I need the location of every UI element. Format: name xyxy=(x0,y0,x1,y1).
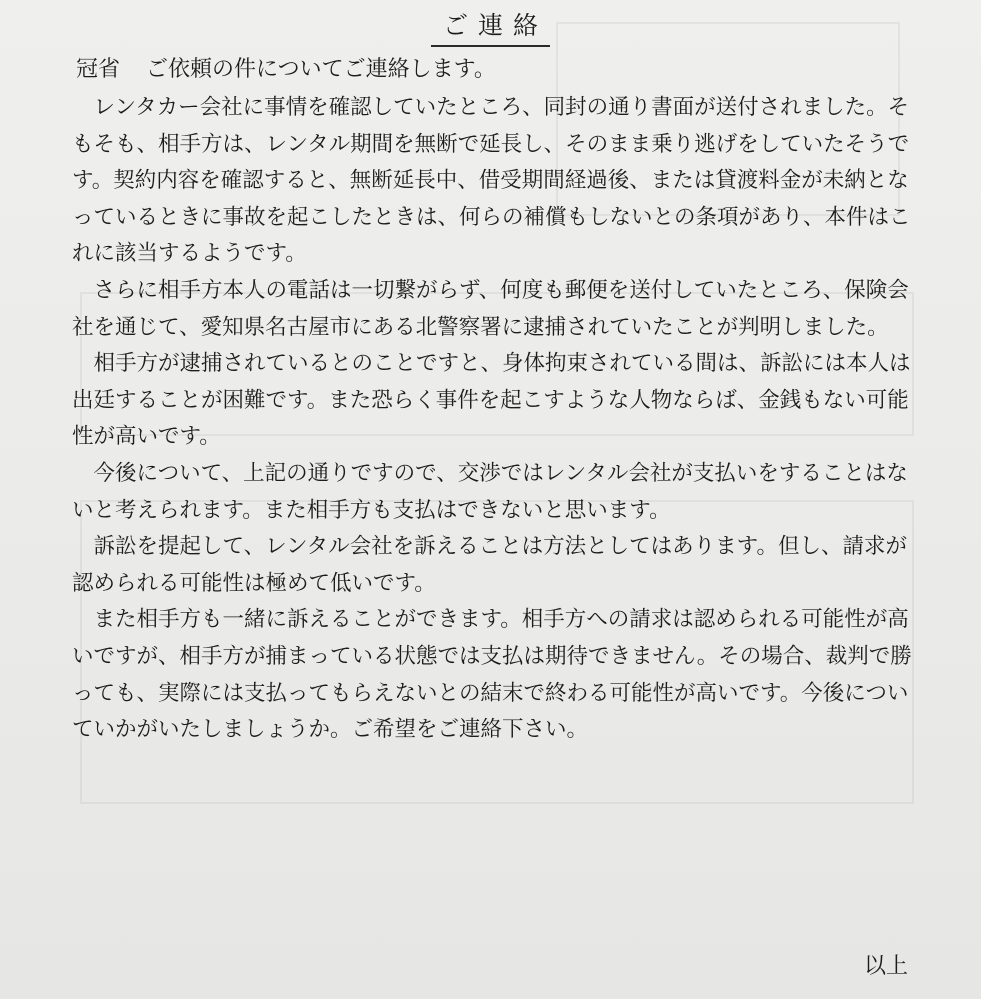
paragraph-2: さらに相手方本人の電話は一切繋がらず、何度も郵便を送付していたところ、保険会社を通じて、愛知県名古屋市にある北警察署に逮捕されていたことが判明しました。 xyxy=(72,277,909,340)
greeting-line xyxy=(76,54,496,86)
salutation: 冠省 xyxy=(76,57,121,82)
closing-ijo: 以上 xyxy=(864,954,909,979)
letter-title xyxy=(0,6,981,47)
paragraph-5: 訴訟を提起して、レンタル会社を訴えることは方法としてはあります。但し、請求が認められる可能性は極めて低いです。 xyxy=(72,534,907,596)
paragraph-1: レンタカー会社に事情を確認していたところ、同封の通り書面が送付されました。そもそも、相手方は、レンタル期間を無断で延長し、そのまま乗り逃げをしていたそうです。契約内容を確認すると、無断延長中、借受期間経過後、または貸渡料金が未納となっているときに事故を起こしたときは、何らの補償もしないとの条項があり、本件はこれに該当するようです。 xyxy=(72,95,911,267)
letter-title-text: ご連絡 xyxy=(431,6,550,47)
opening-sentence: ご依頼の件についてご連絡します。 xyxy=(146,57,496,82)
paragraph-6: また相手方も一緒に訴えることができます。相手方への請求は認められる可能性が高いですが、相手方が捕まっている状態では支払は期待できません。その場合、裁判で勝っても、実際には支払ってもらえないとの結末で終わる可能性が高いです。今後についていかがいたしましょうか。ご希望をご連絡下さい。 xyxy=(72,607,912,743)
letter-body xyxy=(72,90,922,749)
paragraph-4: 今後について、上記の通りですので、交渉ではレンタル会社が支払いをすることはないと考えられます。また相手方も支払はできないと思います。 xyxy=(72,460,908,523)
paragraph-3: 相手方が逮捕されているとのことですと、身体拘束されている間は、訴訟には本人は出廷することが困難です。また恐らく事件を起こすような人物ならば、金銭もない可能性が高いです。 xyxy=(72,351,911,450)
